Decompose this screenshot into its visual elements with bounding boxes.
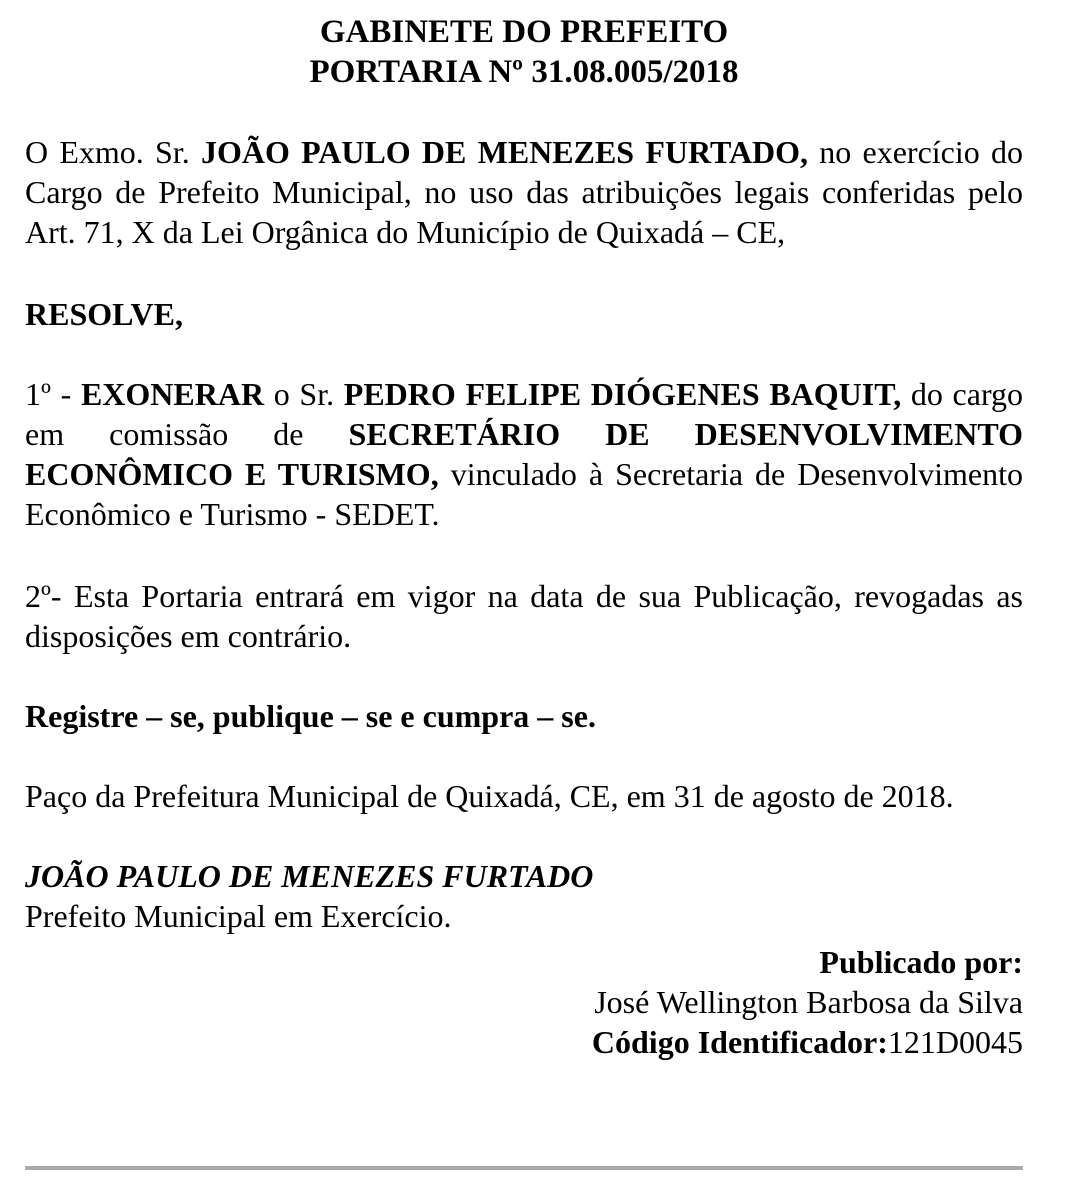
art1-verb: EXONERAR [80, 376, 265, 412]
art1-mid2: do cargo em comissão de [25, 376, 1024, 452]
portaria-document [25, 0, 1023, 1062]
intro-paragraph [25, 132, 1023, 252]
signature-block [25, 856, 1023, 936]
art1-cargo: SECRETÁRIO DE DESENVOLVIMENTO ECONÔMICO E TURISMO, [25, 416, 1024, 492]
registre-line: Registre – se, publique – se e cumpra – se. [25, 698, 596, 734]
signature-title: Prefeito Municipal em Exercício. [25, 898, 452, 934]
resolve-heading: RESOLVE, [25, 296, 183, 332]
paco-paragraph: Paço da Prefeitura Municipal de Quixadá, CE, em 31 de agosto de 2018. [25, 778, 954, 814]
article-1 [25, 374, 1023, 534]
publication-publisher: José Wellington Barbosa da Silva [594, 984, 1023, 1020]
art1-number: 1º - [25, 376, 81, 412]
publication-code-label: Código Identificador: [591, 1024, 888, 1060]
publication-code: 121D0045 [887, 1024, 1023, 1060]
publication-label: Publicado por: [819, 944, 1023, 980]
header-portaria-number: PORTARIA Nº 31.08.005/2018 [309, 54, 739, 90]
header-office: GABINETE DO PREFEITO [319, 14, 729, 50]
intro-prefix: O Exmo. Sr. [25, 134, 201, 170]
art1-rest: vinculado à Secretaria de Desenvolvimento Econômico e Turismo - SEDET. [25, 456, 1024, 532]
bottom-divider [25, 1166, 1023, 1170]
intro-mayor-name: JOÃO PAULO DE MENEZES FURTADO, [200, 134, 809, 170]
signature-name: JOÃO PAULO DE MENEZES FURTADO [25, 858, 594, 894]
art1-person: PEDRO FELIPE DIÓGENES BAQUIT, [343, 376, 902, 412]
publication-code-line [25, 1022, 1023, 1062]
document-header [25, 12, 1023, 92]
publication-block [25, 942, 1023, 1062]
article-2: 2º- Esta Portaria entrará em vigor na data de sua Publicação, revogadas as disposições em contrário. [25, 578, 1023, 654]
intro-rest: no exercício do Cargo de Prefeito Municipal, no uso das atribuições legais conferidas pelo Art. 71, X da Lei Orgânica do Município de Quixadá – CE, [25, 134, 1023, 250]
art1-mid: o Sr. [264, 376, 344, 412]
